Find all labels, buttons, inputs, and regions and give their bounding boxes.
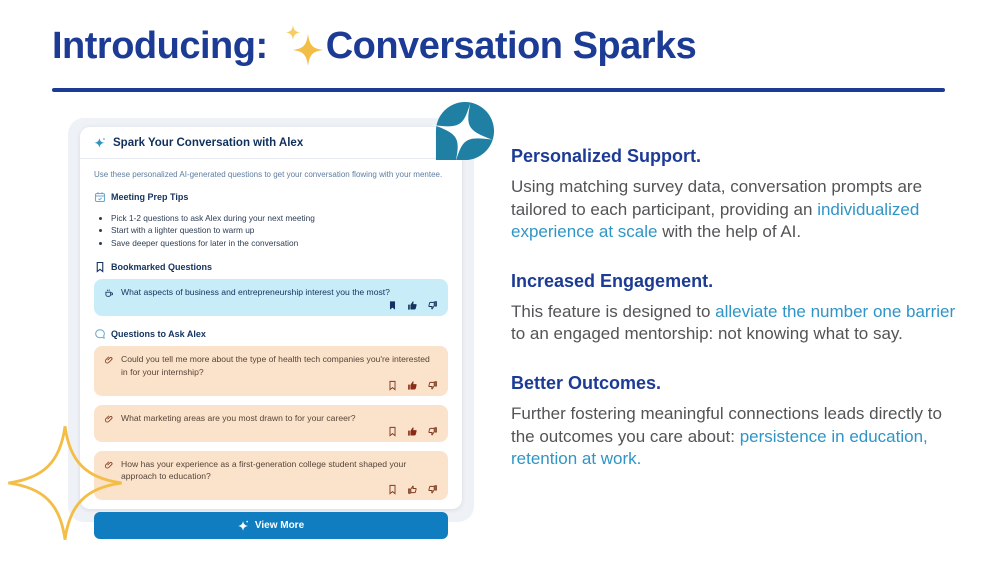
section-questions-to-ask [94, 328, 448, 340]
thumbs-up-icon[interactable] [407, 380, 418, 391]
title-underline [52, 88, 945, 92]
paperclip-icon [104, 355, 114, 365]
prep-tips-list [94, 210, 448, 250]
benefit-personalized-support [511, 146, 965, 244]
question-text: Could you tell me more about the type of health tech companies you're interested in for your internship? [121, 353, 430, 377]
spark-icon [238, 520, 249, 531]
benefit-body [511, 403, 965, 471]
chat-spark-logo [430, 100, 496, 166]
benefit-text: to an engaged mentorship: not knowing what to say. [511, 324, 903, 344]
bookmarked-question-card [94, 279, 448, 316]
spark-card-body [80, 159, 462, 551]
page-title [52, 24, 696, 68]
benefit-text: with the help of AI. [657, 222, 802, 242]
benefit-highlight: persistence in education, retention at work. [511, 426, 928, 469]
benefit-heading: Increased Engagement. [511, 270, 714, 291]
section-label: Questions to Ask Alex [111, 328, 206, 339]
section-meeting-prep-tips [94, 191, 448, 203]
benefits-column [511, 146, 965, 498]
view-more-label: View More [254, 520, 305, 532]
benefit-better-outcomes [511, 373, 965, 471]
section-label: Bookmarked Questions [111, 262, 213, 272]
suggested-question-card [94, 405, 448, 442]
benefit-text: Using matching survey data, conversation prompts are tailored to each participant, providing an [511, 177, 923, 219]
product-mockup-panel [68, 118, 474, 532]
gold-sparkle-decoration [6, 424, 124, 542]
paperclip-icon [104, 414, 114, 424]
question-text: How has your experience as a first-generation college student shaped your approach to education? [121, 458, 407, 482]
question-actions [104, 300, 438, 311]
prep-tip-item: • Save deeper questions for later in the conversation [111, 238, 448, 248]
sparkles-icon [284, 24, 324, 68]
benefit-body [511, 176, 965, 244]
thumbs-down-icon[interactable] [427, 380, 438, 391]
bookmark-icon[interactable] [387, 380, 398, 391]
thumbs-up-icon[interactable] [407, 426, 418, 437]
section-label: Meeting Prep Tips [111, 192, 189, 202]
prep-tip-item: • Pick 1-2 questions to ask Alex during your next meeting [111, 213, 448, 223]
coffee-cup-icon [104, 288, 114, 298]
page-title-prefix: Introducing: [52, 24, 278, 67]
spark-card-title: Spark Your Conversation with Alex [113, 137, 304, 149]
bookmark-icon[interactable] [387, 484, 398, 495]
view-more-button[interactable] [94, 512, 448, 539]
thumbs-up-icon[interactable] [407, 300, 418, 311]
spark-card-header [80, 127, 462, 159]
prep-tip-item: • Start with a lighter question to warm up [111, 225, 448, 235]
question-actions [104, 380, 438, 391]
benefit-heading: Personalized Support. [511, 146, 702, 166]
question-text: What aspects of business and entrepreneurship interest you the most? [121, 287, 390, 297]
bookmark-icon [94, 261, 106, 273]
benefit-increased-engagement [511, 271, 965, 346]
thumbs-down-icon[interactable] [427, 300, 438, 311]
benefit-body [511, 301, 965, 346]
section-bookmarked-questions [94, 261, 448, 273]
calendar-icon [94, 191, 106, 203]
question-actions [104, 484, 438, 495]
spark-card [80, 127, 462, 532]
benefit-highlight: individualized experience at scale [511, 199, 920, 242]
chat-bubble-icon [94, 328, 106, 340]
benefit-text: This feature is designed to [511, 301, 716, 321]
page-title-suffix: Conversation Sparks [325, 24, 697, 67]
thumbs-down-icon[interactable] [427, 484, 438, 495]
suggested-question-card [94, 451, 448, 501]
card-description: Use these personalized AI-generated questions to get your conversation flowing with your mentee. [94, 170, 443, 179]
bookmark-icon[interactable] [387, 426, 398, 437]
benefit-highlight: alleviate the number one barrier [715, 301, 956, 321]
spark-icon [94, 137, 106, 149]
bookmark-icon[interactable] [387, 300, 398, 311]
benefit-heading: Better Outcomes. [511, 373, 662, 394]
benefit-text: Further fostering meaningful connections leads directly to the outcomes you care about: [511, 404, 942, 446]
thumbs-up-icon[interactable] [407, 484, 418, 495]
question-text: What marketing areas are you most drawn to for your career? [121, 412, 356, 423]
thumbs-down-icon[interactable] [427, 426, 438, 437]
question-actions [104, 426, 438, 437]
suggested-question-card [94, 346, 448, 396]
